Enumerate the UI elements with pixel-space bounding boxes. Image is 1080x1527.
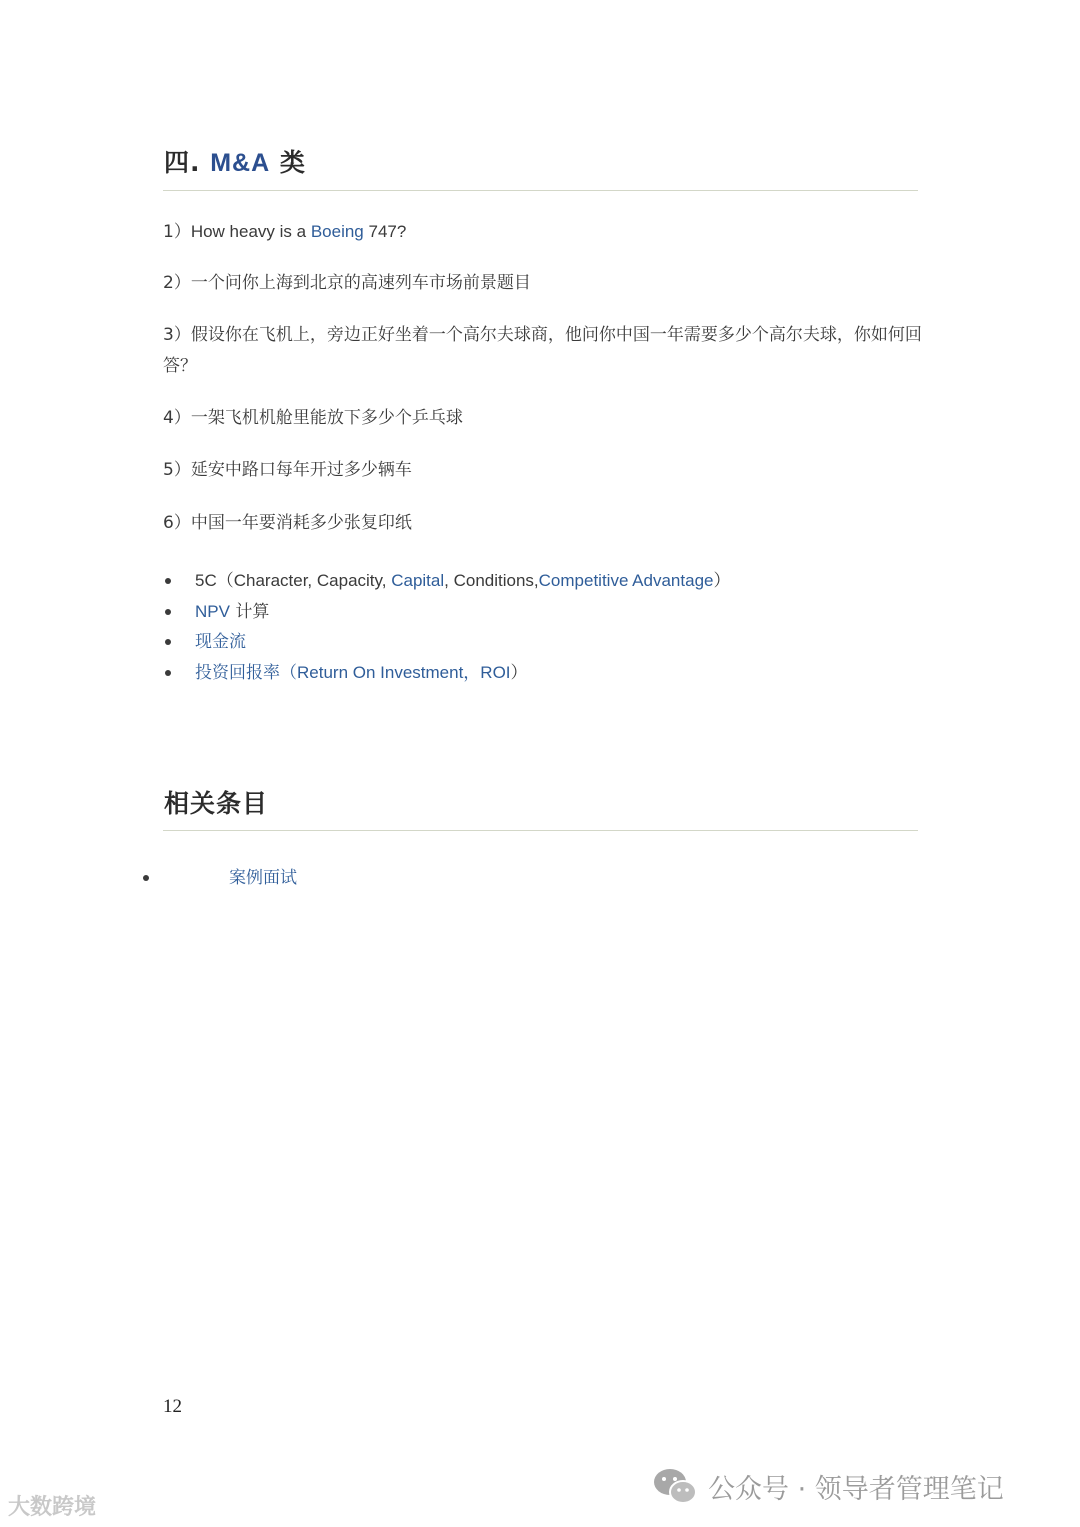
watermark-left-text: 大数跨境 — [8, 1495, 97, 1520]
question-5 — [163, 455, 923, 486]
capital-link[interactable]: Capital — [391, 571, 445, 590]
bullet-dot — [165, 578, 171, 584]
bullet-text: 计算 — [229, 601, 270, 622]
question-number: 6） — [163, 513, 191, 533]
bullet-dot — [165, 639, 171, 645]
case-interview-link[interactable]: 案例面试 — [229, 868, 297, 888]
roi-link[interactable]: 投资回报率 — [195, 662, 280, 683]
question-4 — [163, 403, 923, 434]
list-item — [163, 627, 730, 658]
list-item — [163, 566, 730, 597]
question-number: 5） — [163, 460, 191, 480]
wechat-icon — [652, 1466, 698, 1506]
list-item — [163, 658, 730, 689]
question-text: 一架飞机机舱里能放下多少个乒乓球 — [190, 408, 463, 428]
question-number: 1） — [163, 222, 191, 242]
bullet-text-mid: , Conditions, — [444, 571, 539, 590]
section-divider — [163, 190, 918, 191]
roi-english-link[interactable]: Return On Investment，ROI — [297, 662, 511, 682]
bullet-dot — [165, 670, 171, 676]
topic-bullet-list — [163, 566, 730, 688]
question-number: 3） — [163, 325, 191, 345]
question-text: How heavy is a — [190, 222, 311, 241]
question-text-end: 747? — [363, 222, 407, 241]
watermark-left — [8, 1490, 96, 1521]
list-item — [163, 597, 730, 628]
bullet-dot — [143, 875, 149, 881]
question-2 — [163, 268, 923, 299]
question-text: 一个问你上海到北京的高速列车市场前景题目 — [190, 273, 531, 293]
bullet-text: 5C（Character, Capacity, — [195, 571, 392, 590]
section-heading — [164, 143, 306, 179]
paren-close: ） — [510, 662, 528, 683]
bullet-text-end: ） — [713, 571, 731, 591]
section-title-en: M&A — [210, 149, 271, 177]
paren-open: （ — [280, 662, 297, 683]
question-text: 中国一年要消耗多少张复印纸 — [190, 513, 412, 533]
competitive-advantage-link[interactable]: Competitive Advantage — [538, 571, 714, 590]
question-number: 4） — [163, 408, 191, 428]
bullet-dot — [165, 609, 171, 615]
question-number: 2） — [163, 273, 191, 293]
section-suffix: 类 — [279, 148, 306, 177]
question-1 — [163, 216, 923, 248]
section-prefix: 四. — [164, 148, 201, 177]
related-heading: 相关条目 — [164, 789, 269, 818]
watermark-right — [652, 1464, 1004, 1508]
boeing-link[interactable]: Boeing — [310, 222, 364, 241]
related-divider — [163, 830, 918, 831]
cash-flow-link[interactable]: 现金流 — [195, 632, 246, 652]
question-text: 假设你在飞机上，旁边正好坐着一个高尔夫球商，他问你中国一年需要多少个高尔夫球，你如何回答？ — [163, 325, 922, 376]
page-number: 12 — [163, 1396, 182, 1417]
question-3 — [163, 320, 923, 382]
watermark-right-text: 公众号 · 领导者管理笔记 — [708, 1473, 1004, 1505]
npv-link[interactable]: NPV — [195, 601, 230, 621]
question-text: 延安中路口每年开过多少辆车 — [190, 460, 412, 480]
question-6 — [163, 508, 923, 539]
